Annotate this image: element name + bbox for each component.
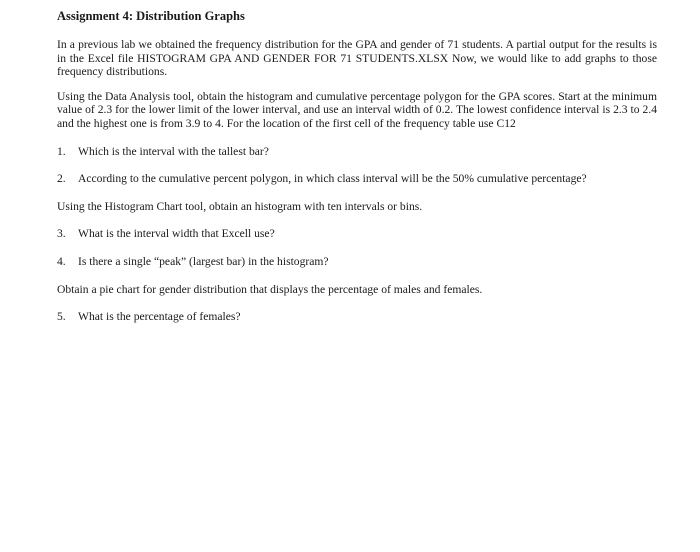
question-number: 3. [57,227,66,241]
question-number: 5. [57,310,66,324]
pie-instruction: Obtain a pie chart for gender distribution that displays the percentage of males and females. [57,282,483,296]
assignment-title: Assignment 4: Distribution Graphs [57,9,245,23]
question-text: What is the percentage of females? [78,310,241,324]
question-number: 4. [57,254,66,268]
question-text: What is the interval width that Excell use? [78,227,275,241]
question-5 [57,310,657,324]
question-text: Is there a single “peak” (largest bar) in the histogram? [78,254,329,268]
question-1 [57,145,657,159]
question-2 [57,172,657,186]
question-number: 2. [57,172,66,186]
question-text: Which is the interval with the tallest bar? [78,144,269,158]
document-page [57,8,657,338]
intro-paragraph: In a previous lab we obtained the frequency distribution for the GPA and gender of 71 students. A partial output for the results is in the Excel file HISTOGRAM GPA AND GENDER FOR 71 STUDENTS.XLSX Now, we would like to add graphs to those frequency distributions. [57,38,657,79]
question-3 [57,227,657,241]
question-4 [57,255,657,269]
question-text: According to the cumulative percent polygon, in which class interval will be the 50% cumulative percentage? [78,172,587,186]
question-number: 1. [57,144,66,158]
instructions-paragraph: Using the Data Analysis tool, obtain the histogram and cumulative percentage polygon for the GPA scores. Start at the minimum value of 2.3 for the lower limit of the lower interval, and use an interval width of 0.2. The lowest confidence interval is 2.3 to 2.4 and the highest one is from 3.9 to 4. For the location of the first cell of the frequency table use C12 [57,89,657,130]
histogram-instruction: Using the Histogram Chart tool, obtain an histogram with ten intervals or bins. [57,199,423,213]
